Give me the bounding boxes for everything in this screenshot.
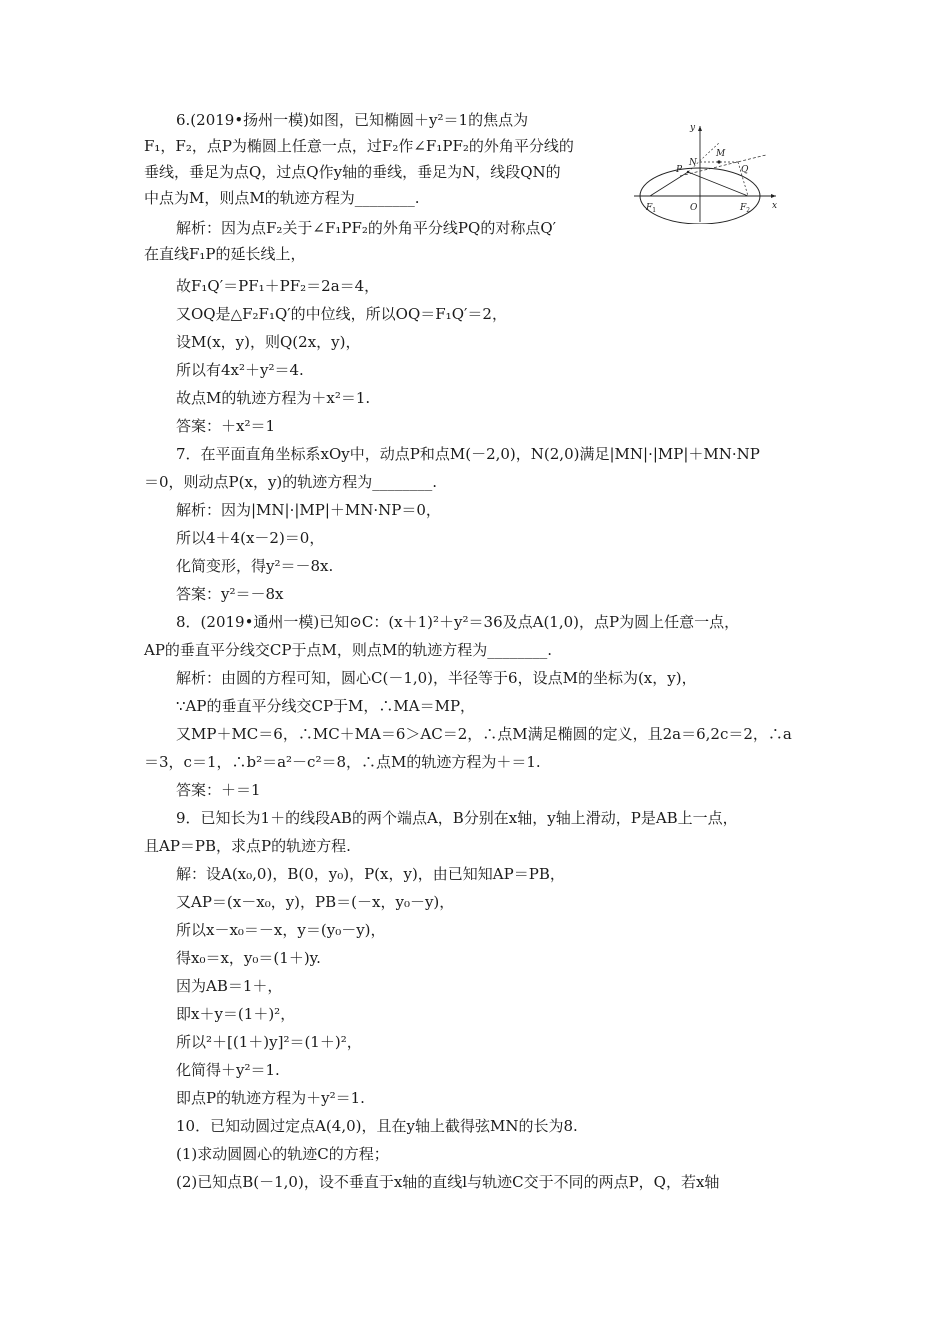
text-line: (2)已知点B(－1,0)，设不垂直于x轴的直线l与轨迹C交于不同的两点P，Q，若x轴: [176, 1173, 720, 1191]
text-line: 即点P的轨迹方程为＋y²＝1.: [176, 1089, 365, 1107]
label-q: Q: [741, 165, 749, 175]
text-line: 解析：因为点F₂关于∠F₁PF₂的外角平分线PQ的对称点Q′: [176, 219, 557, 237]
text-line: ∵AP的垂直平分线交CP于M，∴MA＝MP，: [176, 697, 476, 715]
text-line: 故点M的轨迹方程为＋x²＝1.: [176, 389, 371, 407]
text-line: 7．在平面直角坐标系xOy中，动点P和点M(－2,0)，N(2,0)满足|MN|·|MP|＋MN·NP: [176, 445, 760, 463]
ellipse-diagram: [630, 118, 780, 224]
text-line: 又MP＋MC＝6，∴MC＋MA＝6＞AC＝2，∴点M满足椭圆的定义，且2a＝6,2c＝2，∴a: [176, 725, 792, 743]
text-line: (1)求动圆圆心的轨迹C的方程；: [176, 1145, 389, 1163]
x-axis-arrow: [771, 194, 776, 198]
text-line: 化简得＋y²＝1.: [176, 1061, 280, 1079]
text-line: 中点为M，则点M的轨迹方程为________.: [144, 189, 420, 207]
label-y: y: [690, 123, 696, 133]
y-axis-arrow: [698, 126, 702, 131]
label-x: x: [772, 201, 778, 211]
text-line: 故F₁Q′＝PF₁＋PF₂＝2a＝4，: [176, 277, 380, 295]
text-line: F₁，F₂，点P为椭圆上任意一点，过F₂作∠F₁PF₂的外角平分线的: [144, 137, 574, 155]
text-line: 且AP＝PB，求点P的轨迹方程.: [144, 837, 351, 855]
text-line: ＝0，则动点P(x，y)的轨迹方程为________.: [144, 473, 438, 491]
text-line: 9．已知长为1＋的线段AB的两个端点A，B分别在x轴，y轴上滑动，P是AB上一点，: [176, 809, 738, 827]
text-line: AP的垂直平分线交CP于点M，则点M的轨迹方程为________.: [144, 641, 552, 659]
text-line: ＝3，c＝1，∴b²＝a²－c²＝8，∴点M的轨迹方程为＋＝1.: [144, 753, 541, 771]
text-line: 又AP＝(x－x₀，y)，PB＝(－x，y₀－y)，: [176, 893, 455, 911]
label-f1: $F_1$: [646, 203, 657, 214]
label-n: N: [689, 158, 697, 168]
text-line: 化简变形，得y²＝－8x.: [176, 557, 334, 575]
text-line: 8．(2019•通州一模)已知⊙C：(x＋1)²＋y²＝36及点A(1,0)，点P为圆上任意一点，: [176, 613, 740, 631]
label-p: P: [676, 165, 683, 175]
text-line: 在直线F₁P的延长线上，: [144, 245, 306, 263]
ellipse-figure: [630, 118, 780, 224]
point-m: [717, 160, 720, 163]
text-line: 所以x－x₀＝－x，y＝(y₀－y)，: [176, 921, 386, 939]
text-line: 即x＋y＝(1＋)²，: [176, 1005, 296, 1023]
text-line: 10．已知动圆过定点A(4,0)，且在y轴上截得弦MN的长为8.: [176, 1117, 578, 1135]
text-line: 垂线，垂足为点Q，过点Q作y轴的垂线，垂足为N，线段QN的: [144, 163, 561, 181]
text-line: 解：设A(x₀,0)，B(0，y₀)，P(x，y)，由已知知AP＝PB，: [176, 865, 565, 883]
label-o: O: [690, 203, 698, 213]
text-line: 所以4＋4(x－2)＝0，: [176, 529, 325, 547]
text-line: 又OQ是△F₂F₁Q′的中位线，所以OQ＝F₁Q′＝2，: [176, 305, 507, 323]
text-line: 所以²＋[(1＋)y]²＝(1＋)²，: [176, 1033, 362, 1051]
text-line: 6.(2019•扬州一模)如图，已知椭圆＋y²＝1的焦点为: [176, 111, 529, 129]
text-line: 答案：y²＝－8x: [176, 585, 284, 603]
text-line: 得x₀＝x，y₀＝(1＋)y.: [176, 949, 321, 967]
text-line: 因为AB＝1＋，: [176, 977, 283, 995]
text-line: 答案：＋x²＝1: [176, 417, 276, 435]
text-line: 答案：＋＝1: [176, 781, 261, 799]
label-m: M: [716, 149, 726, 159]
text-line: 设M(x，y)，则Q(2x，y)，: [176, 333, 361, 351]
text-line: 解析：由圆的方程可知，圆心C(－1,0)，半径等于6，设点M的坐标为(x，y)，: [176, 669, 697, 687]
point-p: [687, 171, 689, 173]
segment-p-f2: [688, 172, 748, 196]
label-f2: $F_2$: [740, 203, 751, 214]
text-line: 解析：因为|MN|·|MP|＋MN·NP＝0，: [176, 501, 441, 519]
text-line: 所以有4x²＋y²＝4.: [176, 361, 304, 379]
